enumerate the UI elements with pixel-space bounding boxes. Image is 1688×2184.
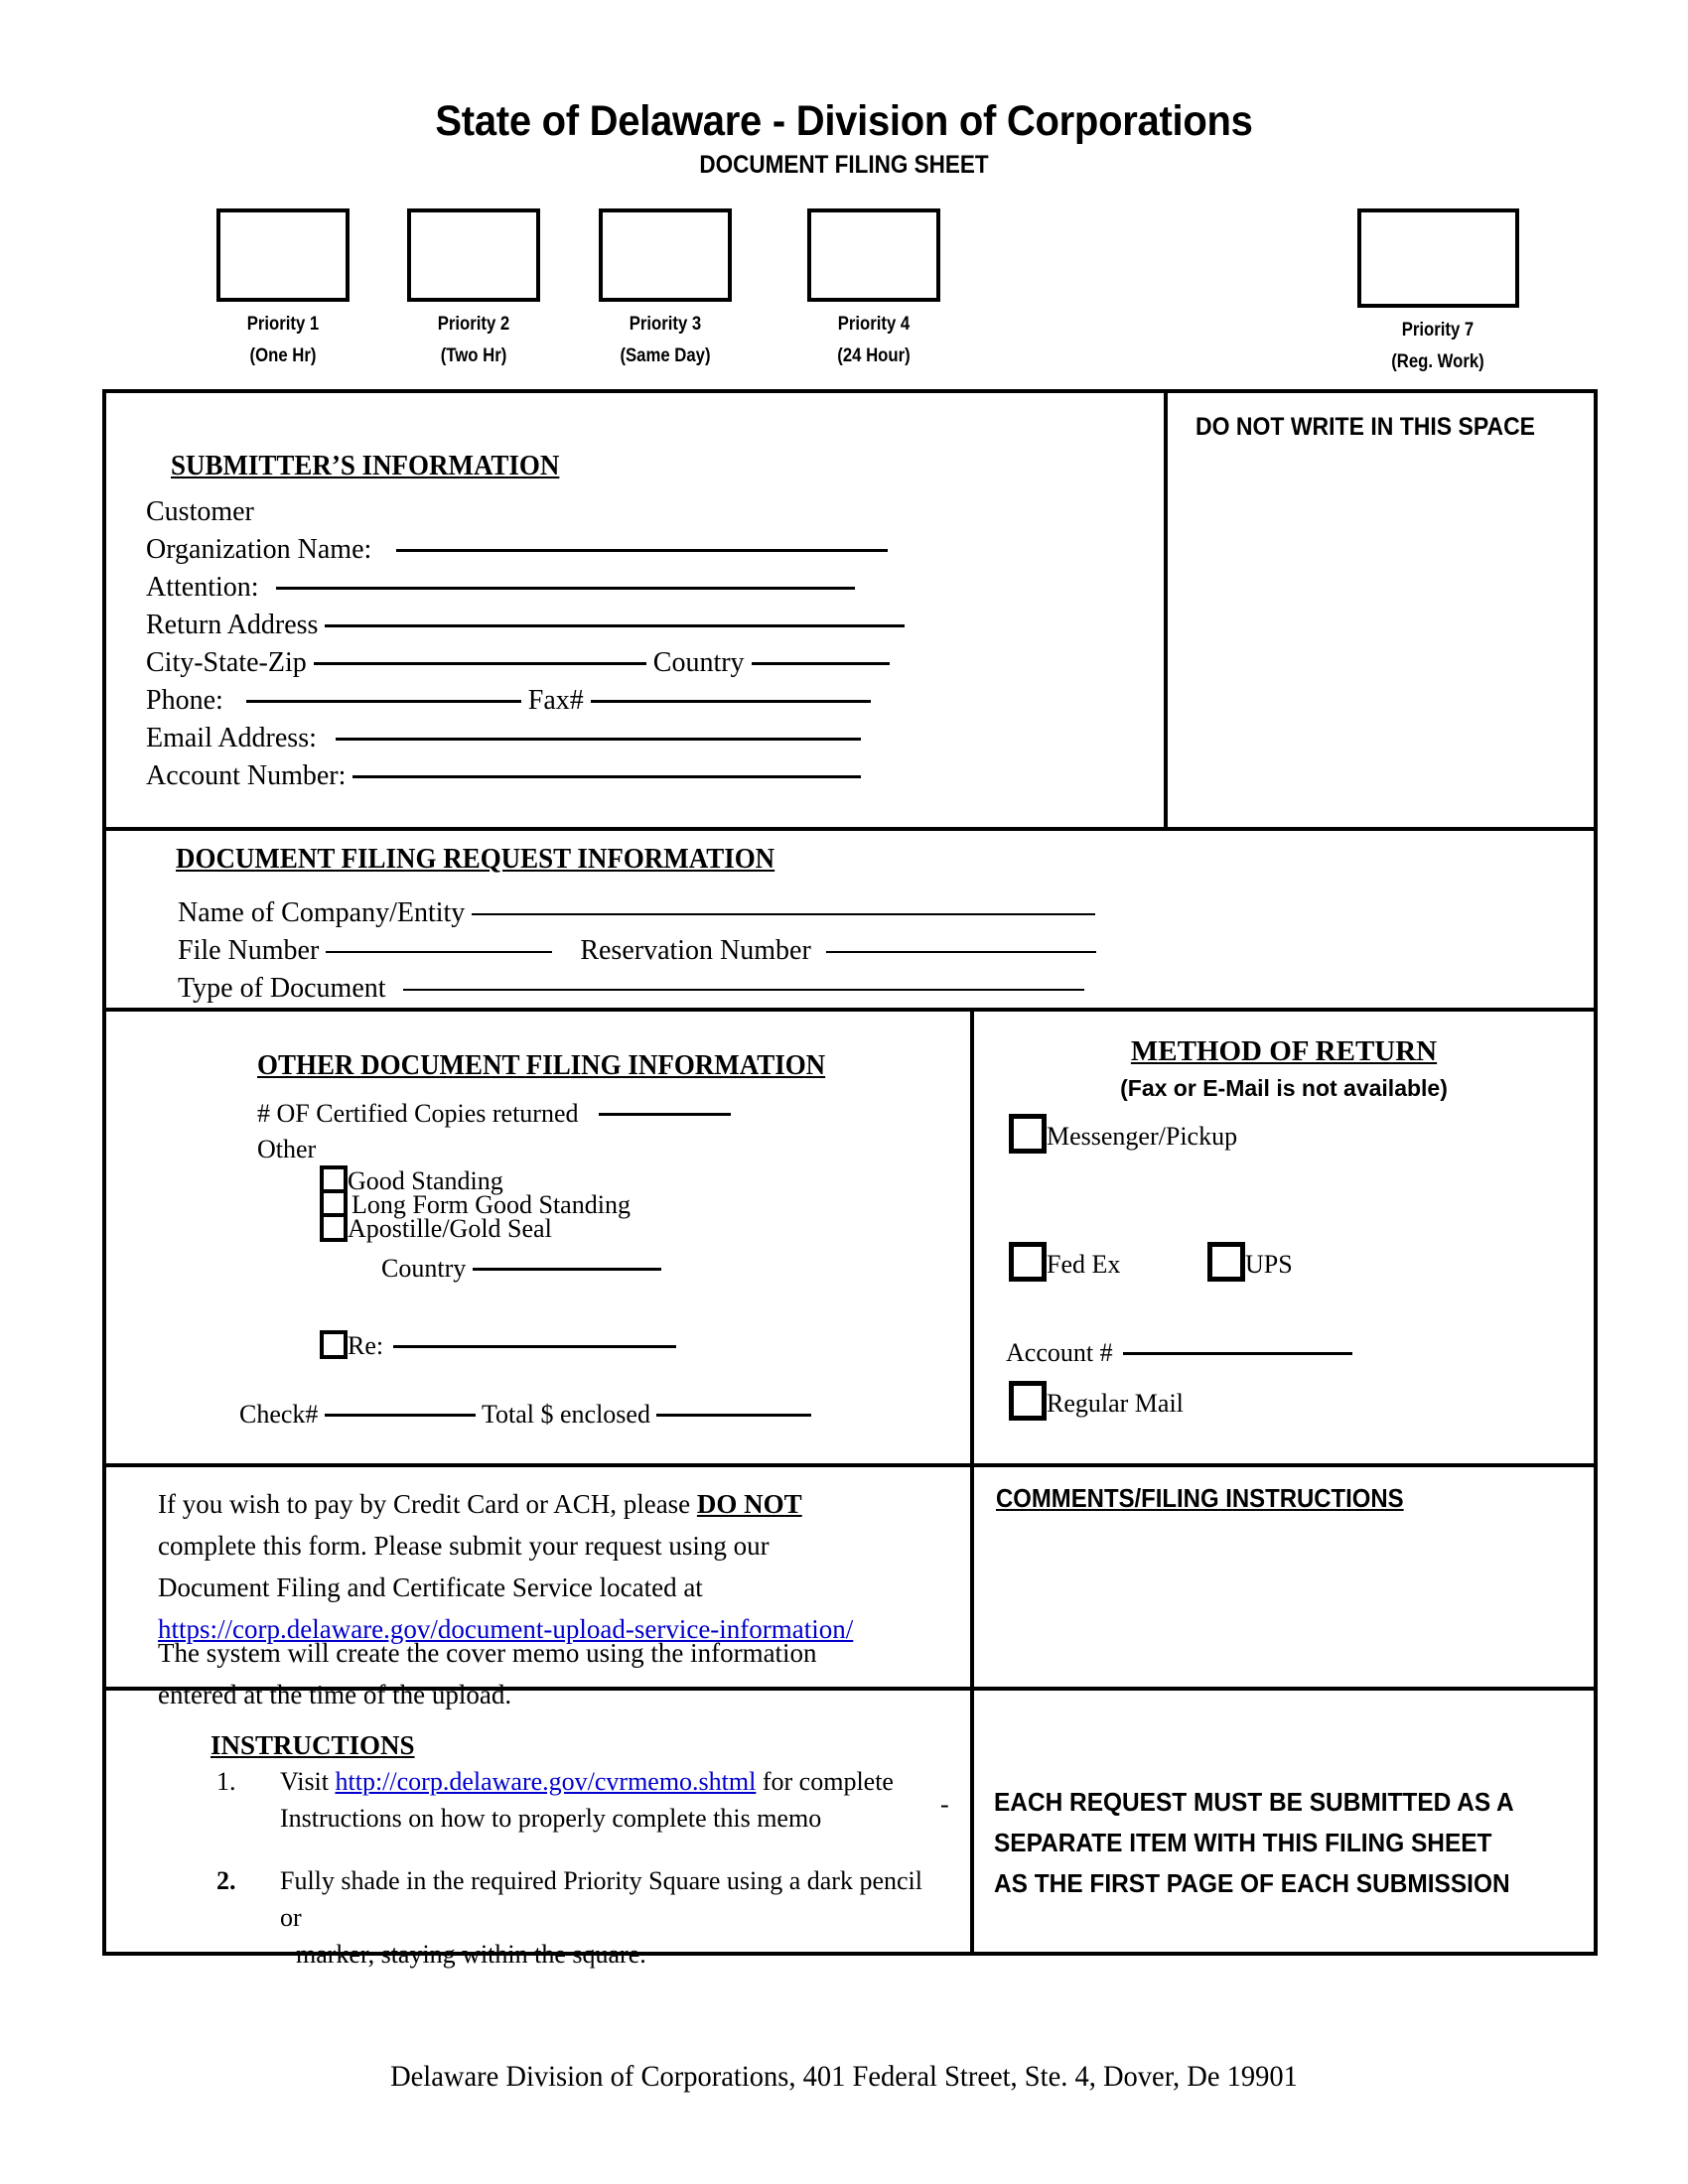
return-address-input[interactable] — [325, 624, 905, 627]
return-account-number-label: Account # — [1006, 1338, 1113, 1367]
instructions-item-1-prefix: Visit — [280, 1767, 336, 1796]
priority-7-sublabel: (Reg. Work) — [1391, 351, 1484, 372]
total-enclosed-label: Total $ enclosed — [481, 1400, 650, 1429]
fax-input[interactable] — [591, 700, 871, 703]
priority-1-checkbox[interactable] — [216, 208, 350, 302]
notice-cell — [974, 1691, 1594, 1952]
document-filing-form — [102, 389, 1598, 1969]
field-return-account-number[interactable] — [1006, 1334, 1352, 1372]
cover-memo-line2: entered at the time of the upload. — [158, 1680, 512, 1709]
regular-mail-checkbox[interactable] — [1009, 1381, 1047, 1421]
name-of-company-label: Name of Company/Entity — [178, 897, 466, 928]
checkbox-ups-row[interactable] — [1207, 1242, 1293, 1284]
field-organization-name[interactable] — [146, 531, 888, 569]
attention-label: Attention: — [146, 572, 259, 603]
regular-mail-label: Regular Mail — [1047, 1389, 1184, 1418]
field-account-number[interactable] — [146, 757, 861, 795]
fedex-label: Fed Ex — [1047, 1250, 1121, 1279]
cover-memo-line1: The system will create the cover memo using the information — [158, 1638, 817, 1668]
do-not-write-cell — [1168, 393, 1594, 827]
phone-input[interactable] — [246, 700, 521, 703]
checkbox-messenger-row[interactable] — [1009, 1114, 1237, 1156]
file-number-label: File Number — [178, 935, 320, 966]
apostille-gold-seal-checkbox[interactable] — [320, 1213, 348, 1242]
instructions-heading: INSTRUCTIONS — [211, 1730, 415, 1760]
ups-checkbox[interactable] — [1207, 1242, 1245, 1282]
field-return-address[interactable] — [146, 607, 905, 644]
priority-2-checkbox[interactable] — [407, 208, 540, 302]
email-address-input[interactable] — [336, 738, 861, 741]
row-other-filing-and-return — [106, 1012, 1594, 1467]
field-type-of-document[interactable] — [178, 970, 1084, 1008]
priority-4-label: Priority 4 — [837, 314, 911, 335]
instructions-item-2-line1: Fully shade in the required Priority Square using a dark pencil or — [280, 1866, 922, 1932]
reservation-number-label: Reservation Number — [580, 935, 811, 966]
field-customer — [146, 493, 254, 531]
field-certified-copies[interactable] — [257, 1095, 731, 1133]
credit-card-line2: complete this form. Please submit your request using our — [158, 1531, 770, 1561]
priority-3-label: Priority 3 — [629, 314, 702, 335]
priority-item-2[interactable] — [407, 208, 540, 367]
footer-address: Delaware Division of Corporations, 401 Federal Street, Ste. 4, Dover, De 19901 — [390, 2060, 1298, 2093]
city-state-zip-input[interactable] — [314, 662, 646, 665]
instructions-item-2 — [211, 1862, 945, 1973]
field-file-number[interactable] — [178, 932, 1096, 970]
field-name-of-company[interactable] — [178, 894, 1095, 932]
fedex-checkbox[interactable] — [1009, 1242, 1047, 1282]
attention-input[interactable] — [276, 587, 855, 590]
instructions-item-2-line2: marker, staying within the square. — [296, 1940, 646, 1969]
instructions-item-1-number: 1. — [216, 1767, 236, 1796]
instructions-item-1-suffix: for complete — [756, 1767, 894, 1796]
type-of-document-label: Type of Document — [178, 973, 386, 1004]
total-enclosed-input[interactable] — [656, 1414, 811, 1417]
ups-label: UPS — [1245, 1250, 1293, 1279]
comments-filing-instructions-cell[interactable] — [974, 1467, 1594, 1687]
submission-notice-text: EACH REQUEST MUST BE SUBMITTED AS A SEPARATE ITEM WITH THIS FILING SHEET AS THE FIRST PAGE OF EACH SUBMISSION — [994, 1787, 1513, 1898]
fax-label: Fax# — [527, 685, 584, 716]
messenger-pickup-checkbox[interactable] — [1009, 1114, 1047, 1154]
priority-1-label: Priority 1 — [246, 314, 320, 335]
field-apostille-country[interactable] — [381, 1250, 661, 1288]
check-number-label: Check# — [239, 1400, 319, 1429]
re-label: Re: — [348, 1331, 384, 1360]
messenger-pickup-label: Messenger/Pickup — [1047, 1122, 1238, 1151]
priority-item-7[interactable] — [1353, 208, 1522, 373]
row-instructions-and-notice — [106, 1691, 1594, 1969]
type-of-document-input[interactable] — [403, 989, 1084, 991]
row-document-filing-request — [106, 831, 1594, 1012]
credit-card-line3: Document Filing and Certificate Service located at — [158, 1572, 703, 1602]
row-submitter-information — [106, 393, 1594, 831]
apostille-country-label: Country — [381, 1254, 467, 1283]
field-city-state-zip[interactable] — [146, 644, 890, 682]
submitter-information-cell — [106, 393, 1168, 827]
other-filing-heading: OTHER DOCUMENT FILING INFORMATION — [257, 1049, 826, 1081]
credit-card-paragraph — [158, 1483, 952, 1650]
country-input[interactable] — [752, 662, 890, 665]
document-upload-service-link[interactable]: https://corp.delaware.gov/document-upload-service-information/ — [158, 1614, 854, 1644]
priority-7-label: Priority 7 — [1401, 320, 1475, 341]
document-filing-request-cell — [106, 831, 1594, 1008]
field-check-and-total[interactable] — [239, 1396, 811, 1433]
field-attention[interactable] — [146, 569, 855, 607]
priority-4-checkbox[interactable] — [807, 208, 940, 302]
certified-copies-input[interactable] — [599, 1113, 731, 1116]
instructions-list — [211, 1763, 945, 1973]
checkbox-regular-mail-row[interactable] — [1009, 1381, 1184, 1423]
priority-1-sublabel: (One Hr) — [249, 345, 317, 366]
city-state-zip-label: City-State-Zip — [146, 647, 307, 678]
priority-3-checkbox[interactable] — [599, 208, 732, 302]
customer-label: Customer — [146, 496, 254, 527]
field-phone-fax[interactable] — [146, 682, 871, 720]
organization-name-label: Organization Name: — [146, 534, 372, 565]
priority-2-label: Priority 2 — [437, 314, 510, 335]
check-number-input[interactable] — [325, 1414, 476, 1417]
return-account-number-input[interactable] — [1123, 1352, 1352, 1355]
request-heading: DOCUMENT FILING REQUEST INFORMATION — [176, 843, 775, 875]
priority-7-checkbox[interactable] — [1357, 208, 1519, 308]
checkbox-apostille-row[interactable] — [320, 1210, 552, 1248]
field-email-address[interactable] — [146, 720, 861, 757]
re-checkbox[interactable] — [320, 1330, 348, 1359]
re-input[interactable] — [393, 1345, 676, 1348]
priority-item-3[interactable] — [596, 208, 735, 367]
apostille-gold-seal-label: Apostille/Gold Seal — [348, 1214, 552, 1243]
method-of-return-cell — [974, 1012, 1594, 1463]
credit-card-line1-a: If you wish to pay by Credit Card or ACH, please — [158, 1489, 697, 1519]
apostille-country-input[interactable] — [473, 1268, 661, 1271]
return-address-label: Return Address — [146, 610, 319, 640]
page-subtitle: DOCUMENT FILING SHEET — [699, 151, 989, 179]
account-number-label: Account Number: — [146, 760, 347, 791]
credit-card-do-not-emphasis: DO NOT — [696, 1489, 802, 1519]
comments-heading: COMMENTS/FILING INSTRUCTIONS — [996, 1483, 1404, 1513]
country-label: Country — [652, 647, 745, 678]
priority-boxes-row — [0, 208, 1688, 377]
do-not-write-label: DO NOT WRITE IN THIS SPACE — [1196, 413, 1536, 441]
instructions-item-2-number: 2. — [216, 1866, 236, 1895]
row-credit-card-and-comments — [106, 1467, 1594, 1709]
phone-label: Phone: — [146, 685, 223, 716]
instructions-item-1 — [211, 1763, 945, 1837]
other-document-filing-cell — [106, 1012, 974, 1463]
reservation-number-input[interactable] — [826, 951, 1096, 953]
method-of-return-heading: METHOD OF RETURN — [1130, 1035, 1438, 1067]
priority-item-1[interactable] — [216, 208, 350, 367]
name-of-company-input[interactable] — [472, 913, 1095, 915]
other-label: Other — [257, 1135, 317, 1163]
long-form-good-standing-label: Long Form Good Standing — [352, 1190, 631, 1219]
checkbox-fedex-row[interactable] — [1009, 1242, 1120, 1284]
file-number-input[interactable] — [326, 951, 552, 953]
account-number-input[interactable] — [352, 775, 861, 778]
good-standing-label: Good Standing — [348, 1166, 503, 1195]
priority-3-sublabel: (Same Day) — [620, 345, 711, 366]
method-of-return-subheading: (Fax or E-Mail is not available) — [1120, 1075, 1448, 1101]
priority-4-sublabel: (24 Hour) — [837, 345, 911, 366]
priority-2-sublabel: (Two Hr) — [440, 345, 507, 366]
instructions-item-1-line2: Instructions on how to properly complete this memo — [280, 1804, 822, 1833]
priority-item-4[interactable] — [804, 208, 943, 367]
page-title: State of Delaware - Division of Corporations — [435, 97, 1253, 145]
checkbox-re-row[interactable] — [320, 1327, 676, 1365]
instructions-cell — [106, 1691, 974, 1969]
email-address-label: Email Address: — [146, 723, 317, 753]
organization-name-input[interactable] — [396, 549, 888, 552]
submitter-heading: SUBMITTER’S INFORMATION — [171, 450, 560, 481]
instructions-dash: - — [940, 1790, 949, 1819]
other-label-wrapper — [257, 1131, 316, 1168]
cvrmemo-link[interactable]: http://corp.delaware.gov/cvrmemo.shtml — [335, 1767, 757, 1796]
credit-card-cell — [106, 1467, 974, 1709]
certified-copies-label: # OF Certified Copies returned — [257, 1099, 579, 1128]
